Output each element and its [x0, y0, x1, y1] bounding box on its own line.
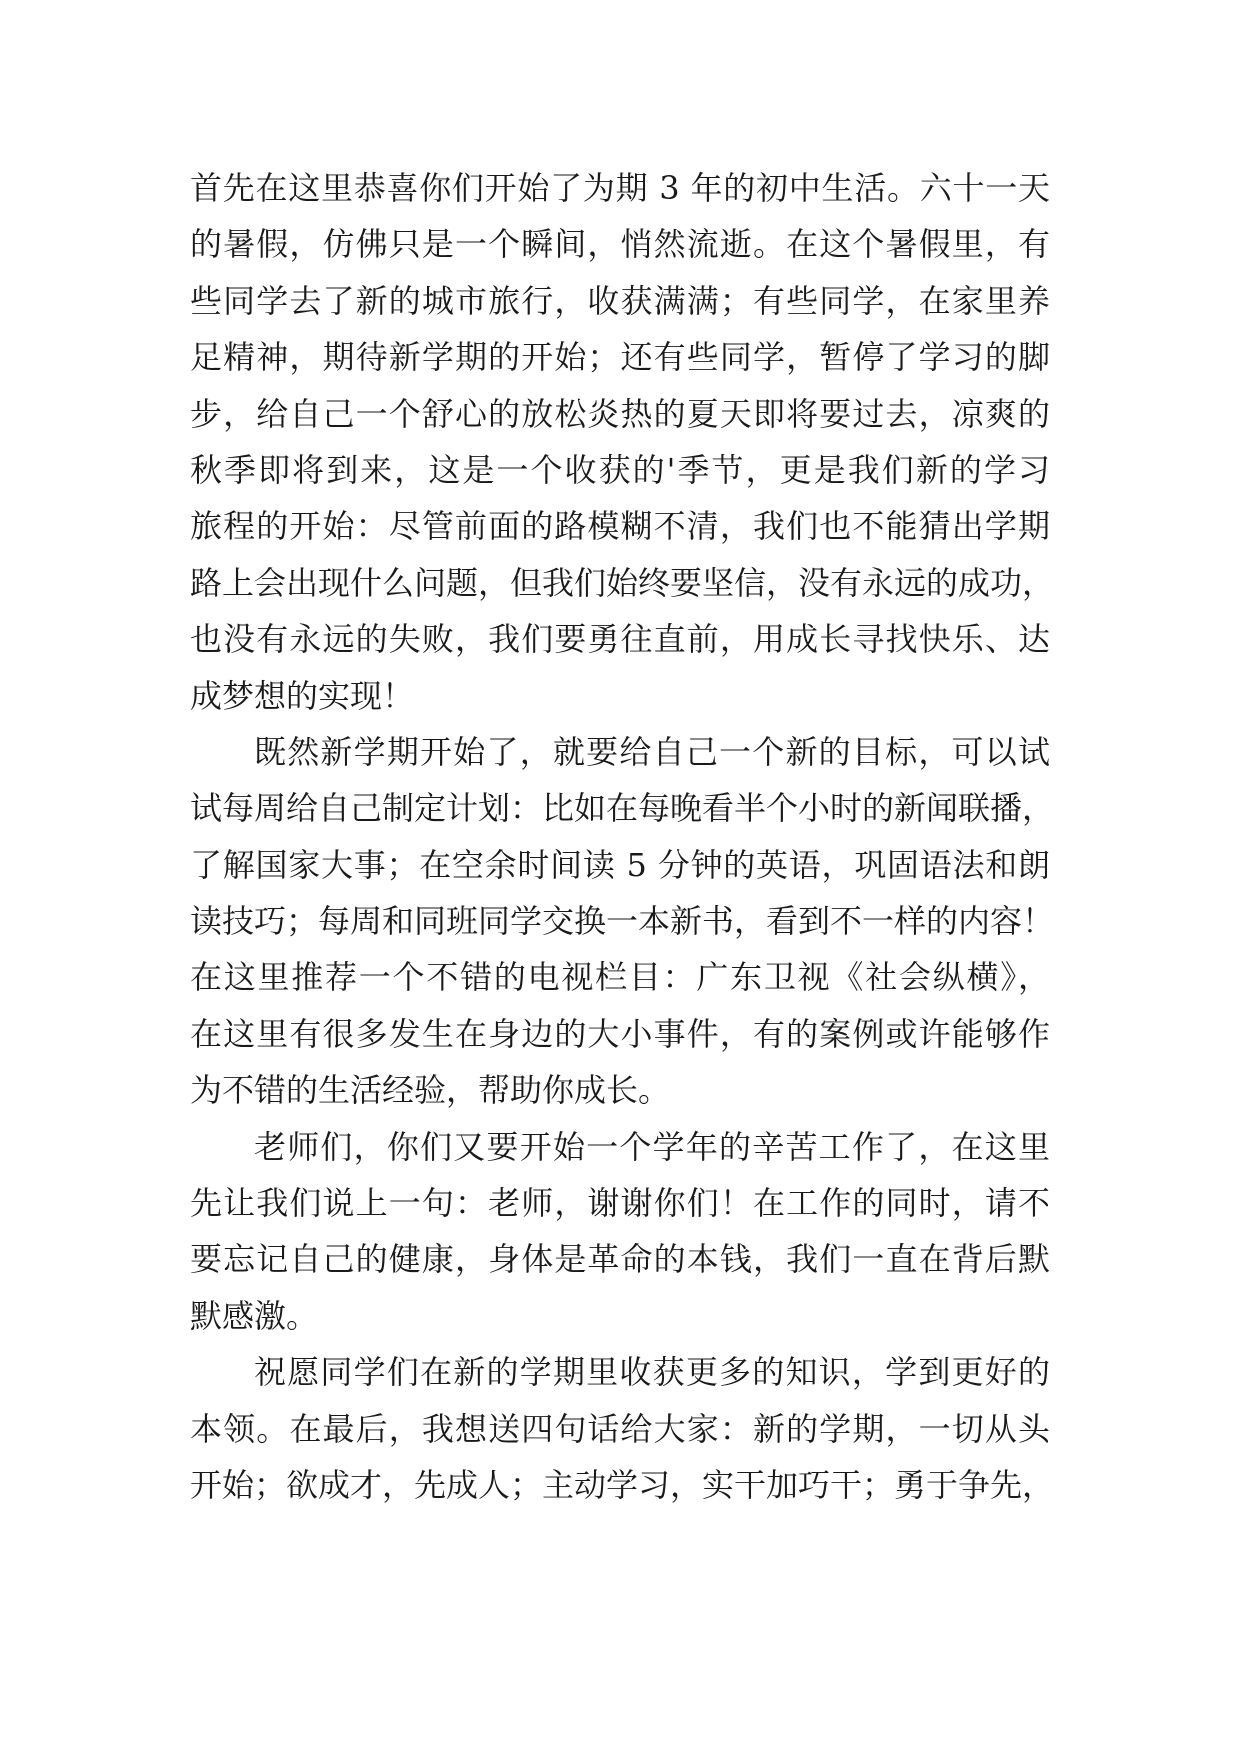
- text-line: 些同学去了新的城市旅行，收获满满；有些同学，在家里养: [190, 281, 1050, 320]
- text-line: 要忘记自己的健康，身体是革命的本钱，我们一直在背后默: [190, 1240, 1050, 1279]
- paragraph-3: [190, 1119, 1050, 1345]
- text-line: 在这里推荐一个不错的电视栏目：广东卫视《社会纵横》，: [190, 958, 1050, 997]
- text-line: 步，给自己一个舒心的放松炎热的夏天即将要过去，凉爽的: [190, 394, 1050, 433]
- text-line: 了解国家大事；在空余时间读 5 分钟的英语，巩固语法和朗: [190, 845, 1050, 884]
- document-body: [190, 160, 1055, 1513]
- text-line: 成梦想的实现！: [190, 676, 415, 715]
- text-line: 的暑假，仿佛只是一个瞬间，悄然流逝。在这个暑假里，有: [190, 225, 1050, 264]
- text-line: 本领。在最后，我想送四句话给大家：新的学期，一切从头: [190, 1409, 1050, 1448]
- text-line: 在这里有很多发生在身边的大小事件，有的案例或许能够作: [190, 1014, 1050, 1053]
- text-line: 为不错的生活经验，帮助你成长。: [190, 1071, 671, 1110]
- text-line: 祝愿同学们在新的学期里收获更多的知识，学到更好的: [254, 1353, 1050, 1392]
- text-line: 足精神，期待新学期的开始；还有些同学，暂停了学习的脚: [190, 338, 1050, 377]
- text-line: 读技巧；每周和同班同学交换一本新书，看到不一样的内容！: [190, 902, 1055, 941]
- text-line: 秋季即将到来，这是一个收获的'季节，更是我们新的学习: [190, 450, 1050, 489]
- text-line: 试每周给自己制定计划：比如在每晚看半个小时的新闻联播，: [190, 789, 1055, 828]
- text-line: 默感激。: [190, 1296, 319, 1335]
- text-line: 也没有永远的失败，我们要勇往直前，用成长寻找快乐、达: [190, 620, 1050, 659]
- text-line: 先让我们说上一句：老师，谢谢你们！在工作的同时，请不: [190, 1184, 1050, 1223]
- text-line: 开始；欲成才，先成人；主动学习，实干加巧干；勇于争先，: [190, 1465, 1055, 1504]
- text-line: 老师们，你们又要开始一个学年的辛苦工作了，在这里: [254, 1127, 1050, 1166]
- text-line: 首先在这里恭喜你们开始了为期 3 年的初中生活。六十一天: [190, 169, 1050, 207]
- paragraph-4: [190, 1344, 1055, 1513]
- text-line: 旅程的开始：尽管前面的路模糊不清，我们也不能猜出学期: [190, 507, 1050, 546]
- paragraph-1: [190, 160, 1055, 724]
- paragraph-2: [190, 724, 1055, 1119]
- text-line: 路上会出现什么问题，但我们始终要坚信，没有永远的成功，: [190, 563, 1055, 602]
- text-line: 既然新学期开始了，就要给自己一个新的目标，可以试: [254, 732, 1050, 771]
